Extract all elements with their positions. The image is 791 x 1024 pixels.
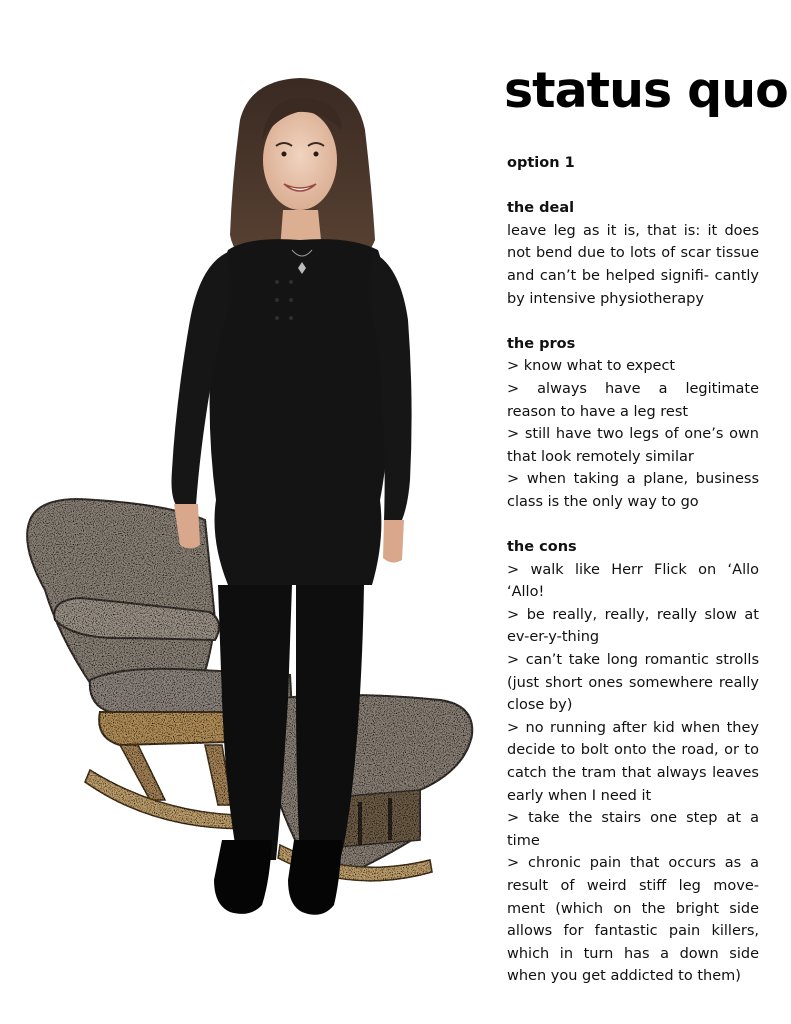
cons-section (507, 536, 759, 988)
pros-heading: the pros (507, 335, 576, 352)
deal-section (507, 197, 759, 310)
deal-heading: the deal (507, 200, 575, 217)
page-title: status quo (504, 62, 788, 119)
pros-item: > know what to expect (507, 358, 676, 375)
pros-item: > when taking a plane, business class is the only way to go (507, 471, 759, 510)
cons-item: > no running after kid when they decide to bolt onto the road, or to catch the tram that always leaves early when I need it (507, 719, 759, 804)
pros-item: > still have two legs of one’s own that look remotely similar (507, 426, 759, 465)
text-column (507, 152, 759, 1011)
cons-item: > chronic pain that occurs as a result of weird stiff leg move- ment (which on the bright side allows for fantastic pain killers, which in turn has a down side when you get addicted to them) (507, 855, 759, 985)
pros-section (507, 333, 759, 514)
cons-item: > can’t take long romantic strolls (just short ones somewhere really close by) (507, 652, 759, 714)
option-label: option 1 (507, 155, 575, 171)
cons-heading: the cons (507, 539, 577, 556)
cons-item: > take the stairs one step at a time (507, 810, 759, 849)
pros-item: > always have a legitimate reason to have a leg rest (507, 380, 759, 420)
cons-item: > be really, really, really slow at ev-er-y-thing (507, 606, 759, 646)
deal-text: leave leg as it is, that is: it does not bend due to lots of scar tissue and can’t be helped signifi- cantly by intensive physiotherapy (507, 222, 759, 307)
cons-item: > walk like Herr Flick on ‘Allo ‘Allo! (507, 561, 759, 601)
